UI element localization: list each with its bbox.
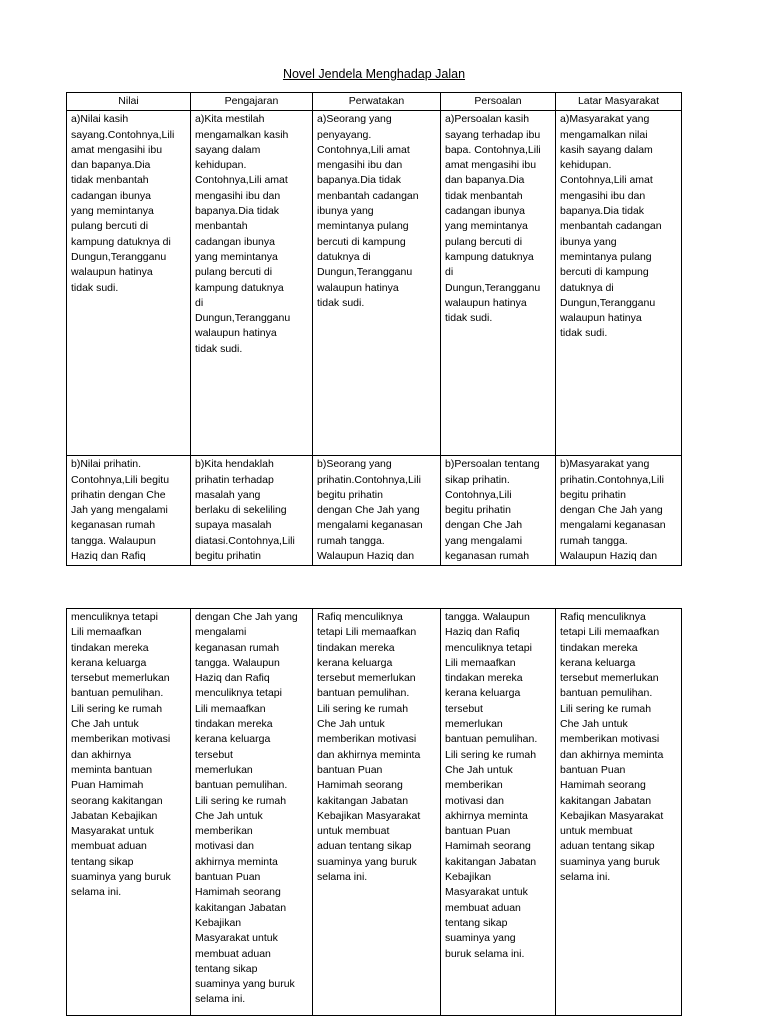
cell-latar-masyarakat-b: b)Masyarakat yang prihatin.Contohnya,Lili begitu prihatin dengan Che Jah yang mengalami keganasan rumah tangga. Walaupun Haziq dan	[556, 456, 682, 566]
header-nilai: Nilai	[67, 93, 191, 111]
cell-nilai-a: a)Nilai kasih sayang.Contohnya,Lili amat mengasihi ibu dan bapanya.Dia tidak menbantah cadangan ibunya yang memintanya pulang bercuti di kampung datuknya di Dungun,Terangganu walaupun hatinya tidak sudi.	[67, 111, 191, 456]
header-pengajaran: Pengajaran	[191, 93, 313, 111]
cell-pengajaran-b-cont: dengan Che Jah yang mengalami keganasan rumah tangga. Walaupun Haziq dan Rafiq menculiknya tetapi Lili memaafkan tindakan mereka kerana keluarga tersebut memerlukan bantuan pemulihan. Lili sering ke rumah Che Jah untuk memberikan motivasi dan akhirnya meminta bantuan Puan Hamimah seorang kakitangan Jabatan Kebajikan Masyarakat untuk membuat aduan tentang sikap suaminya yang buruk selama ini.	[191, 609, 313, 1016]
cell-perwatakan-b-cont: Rafiq menculiknya tetapi Lili memaafkan tindakan mereka kerana keluarga tersebut memerlukan bantuan pemulihan. Lili sering ke rumah Che Jah untuk memberikan motivasi dan akhirnya meminta bantuan Puan Hamimah seorang kakitangan Jabatan Kebajikan Masyarakat untuk membuat aduan tentang sikap suaminya yang buruk selama ini.	[313, 609, 441, 1016]
cell-pengajaran-a: a)Kita mestilah mengamalkan kasih sayang dalam kehidupan. Contohnya,Lili amat mengasihi ibu dan bapanya.Dia tidak menbantah cadangan ibunya yang memintanya pulang bercuti di kampung datuknya di Dungun,Terangganu walaupun hatinya tidak sudi.	[191, 111, 313, 456]
cell-persoalan-b: b)Persoalan tentang sikap prihatin. Contohnya,Lili begitu prihatin dengan Che Jah yang mengalami keganasan rumah	[441, 456, 556, 566]
cell-persoalan-b-cont: tangga. Walaupun Haziq dan Rafiq menculiknya tetapi Lili memaafkan tindakan mereka kerana keluarga tersebut memerlukan bantuan pemulihan. Lili sering ke rumah Che Jah untuk memberikan motivasi dan akhirnya meminta bantuan Puan Hamimah seorang kakitangan Jabatan Kebajikan Masyarakat untuk membuat aduan tentang sikap suaminya yang buruk selama ini.	[441, 609, 556, 1016]
novel-table-page-2	[66, 608, 682, 1016]
cell-perwatakan-a: a)Seorang yang penyayang. Contohnya,Lili amat mengasihi ibu dan bapanya.Dia tidak menbantah cadangan ibunya yang memintanya pulang bercuti di kampung datuknya di Dungun,Terangganu walaupun hatinya tidak sudi.	[313, 111, 441, 456]
cell-nilai-b: b)Nilai prihatin. Contohnya,Lili begitu prihatin dengan Che Jah yang mengalami keganasan rumah tangga. Walaupun Haziq dan Rafiq	[67, 456, 191, 566]
cell-pengajaran-b: b)Kita hendaklah prihatin terhadap masalah yang berlaku di sekeliling supaya masalah diatasi.Contohnya,Lili begitu prihatin	[191, 456, 313, 566]
cell-perwatakan-b: b)Seorang yang prihatin.Contohnya,Lili begitu prihatin dengan Che Jah yang mengalami keganasan rumah tangga. Walaupun Haziq dan	[313, 456, 441, 566]
document-title: Novel Jendela Menghadap Jalan	[282, 67, 466, 81]
table-row	[67, 609, 682, 1016]
table-header-row	[67, 93, 682, 111]
cell-latar-masyarakat-b-cont: Rafiq menculiknya tetapi Lili memaafkan tindakan mereka kerana keluarga tersebut memerlukan bantuan pemulihan. Lili sering ke rumah Che Jah untuk memberikan motivasi dan akhirnya meminta bantuan Puan Hamimah seorang kakitangan Jabatan Kebajikan Masyarakat untuk membuat aduan tentang sikap suaminya yang buruk selama ini.	[556, 609, 682, 1016]
cell-nilai-b-cont: menculiknya tetapi Lili memaafkan tindakan mereka kerana keluarga tersebut memerlukan bantuan pemulihan. Lili sering ke rumah Che Jah untuk memberikan motivasi dan akhirnya meminta bantuan Puan Hamimah seorang kakitangan Jabatan Kebajikan Masyarakat untuk membuat aduan tentang sikap suaminya yang buruk selama ini.	[67, 609, 191, 1016]
header-latar-masyarakat: Latar Masyarakat	[556, 93, 682, 111]
table-row	[67, 456, 682, 566]
cell-latar-masyarakat-a: a)Masyarakat yang mengamalkan nilai kasih sayang dalam kehidupan. Contohnya,Lili amat mengasihi ibu dan bapanya.Dia tidak menbantah cadangan ibunya yang memintanya pulang bercuti di kampung datuknya di Dungun,Terangganu walaupun hatinya tidak sudi.	[556, 111, 682, 456]
table-row	[67, 111, 682, 456]
header-persoalan: Persoalan	[441, 93, 556, 111]
novel-table-page-1	[66, 92, 682, 566]
header-perwatakan: Perwatakan	[313, 93, 441, 111]
cell-persoalan-a: a)Persoalan kasih sayang terhadap ibu bapa. Contohnya,Lili amat mengasihi ibu dan bapanya.Dia tidak menbantah cadangan ibunya yang memintanya pulang bercuti di kampung datuknya di Dungun,Terangganu walaupun hatinya tidak sudi.	[441, 111, 556, 456]
